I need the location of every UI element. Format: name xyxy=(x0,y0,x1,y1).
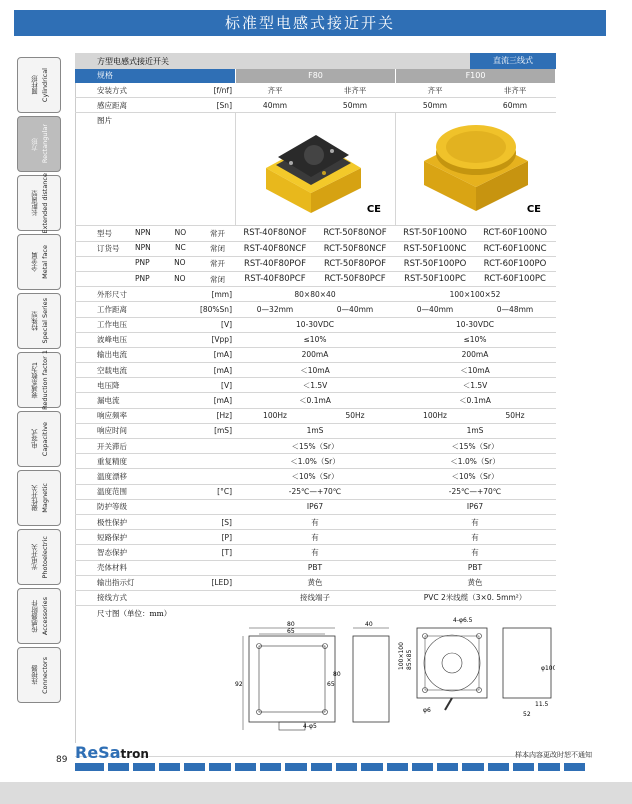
drawing-label: 尺寸图（单位：mm） xyxy=(97,609,172,619)
row-label: 安装方式 xyxy=(97,85,127,95)
spec-row xyxy=(75,469,556,484)
cell: ＜10mA xyxy=(300,365,330,375)
cell: ≤10% xyxy=(303,335,327,345)
cell: 80×80×40 xyxy=(294,289,336,299)
output-type-part: 常闭 xyxy=(209,244,225,254)
spec-row xyxy=(75,393,556,408)
row-unit: [V] xyxy=(221,380,232,390)
dim-11-5: 11.5 xyxy=(535,701,549,709)
model-code: RST-50F100PO xyxy=(403,258,467,269)
row-unit: [T] xyxy=(221,547,232,557)
dim-92: 92 xyxy=(235,681,243,689)
dim-85x85: 85×85 xyxy=(406,649,413,671)
logo-part: tron xyxy=(120,747,149,761)
spec-header-row xyxy=(75,69,556,83)
model-code: RST-50F100NC xyxy=(403,243,467,254)
cell: ＜0.1mA xyxy=(299,396,331,406)
photo-f100 xyxy=(395,113,555,225)
cell: IP67 xyxy=(306,502,324,512)
cell: ＜10%（Sr） xyxy=(291,471,339,481)
dimension-drawing-f100 xyxy=(395,606,555,756)
logo-part: ReSa xyxy=(75,743,121,762)
output-type xyxy=(135,243,235,254)
sidebar-tab-label: 方形 xyxy=(30,137,39,151)
sensing-row xyxy=(75,98,556,113)
sidebar-tab[interactable] xyxy=(17,647,61,703)
output-type-part: 常开 xyxy=(209,228,225,238)
spec-row xyxy=(75,530,556,545)
row-label: 空载电流 xyxy=(97,365,127,375)
model-code: RST-50F100PC xyxy=(404,274,466,285)
model-row xyxy=(75,257,556,272)
cell: 50mm xyxy=(342,100,368,110)
cell: ＜15%（Sr） xyxy=(451,441,499,451)
sidebar-tab-label: 衰减系数为1 xyxy=(30,361,39,399)
row-unit: [Hz] xyxy=(216,411,232,421)
cell: PBT xyxy=(467,563,483,573)
row-label: 输出电流 xyxy=(97,350,127,360)
spec-row xyxy=(75,485,556,500)
bottom-bar xyxy=(0,782,632,804)
cell: 有 xyxy=(471,517,479,527)
cell: 60mm xyxy=(502,100,528,110)
spec-row xyxy=(75,424,556,439)
dim-40: 40 xyxy=(365,621,373,629)
cell: PVC 2米线缆（3×0. 5mm²） xyxy=(423,593,527,603)
model-code: RCT-50F80NOF xyxy=(323,228,387,239)
model-code: RST-40F80POF xyxy=(243,258,306,269)
cell: 1mS xyxy=(466,426,484,436)
sidebar-tab[interactable] xyxy=(17,57,61,113)
sidebar-tab[interactable] xyxy=(17,588,61,644)
cell: ＜15%（Sr） xyxy=(291,441,339,451)
photo-label: 图片 xyxy=(97,116,112,126)
photo-row xyxy=(75,113,556,226)
cell: 接线端子 xyxy=(300,593,330,603)
spec-row xyxy=(75,409,556,424)
output-type-part: NO xyxy=(174,258,186,268)
dim-phi6: φ6 xyxy=(423,707,431,715)
row-label: 智态保护 xyxy=(97,547,127,557)
row-unit: [P] xyxy=(221,532,232,542)
cell: 100Hz xyxy=(423,411,447,421)
cell: 0—48mm xyxy=(496,304,534,314)
cell: 0—40mm xyxy=(416,304,454,314)
output-type-part: 常闭 xyxy=(209,274,225,284)
cell: ＜1.5V xyxy=(302,380,328,390)
notice-text: 样本内容更改时恕不通知 xyxy=(515,751,592,759)
row-label: 电压降 xyxy=(97,380,120,390)
row-unit: [mS] xyxy=(214,426,232,436)
section-header xyxy=(75,53,556,69)
dim-65: 65 xyxy=(287,628,295,636)
model-code: RST-40F80NCF xyxy=(243,243,307,254)
section-title: 方型电感式接近开关 xyxy=(97,56,169,66)
spec-row xyxy=(75,378,556,393)
spec-f100: F100 xyxy=(395,69,555,83)
sidebar-tab-label: 圆柱形 xyxy=(30,75,39,95)
row-label: 漏电流 xyxy=(97,396,120,406)
sidebar-tab-label: 磁性开关 xyxy=(30,485,39,511)
cell: 10-30VDC xyxy=(296,320,334,330)
cell: ＜10%（Sr） xyxy=(451,471,499,481)
spec-f80: F80 xyxy=(235,69,395,83)
row-label: 输出指示灯 xyxy=(97,578,135,588)
row-label: 外形尺寸 xyxy=(97,289,127,299)
spec-row xyxy=(75,561,556,576)
dim-65v: 65 xyxy=(327,681,335,689)
row-label: 壳体材料 xyxy=(97,563,127,573)
output-type-part: NC xyxy=(174,243,186,253)
sidebar-tab-label-en: Cylindrical xyxy=(40,67,49,103)
row-label: 接线方式 xyxy=(97,593,127,603)
model-code: RCT-60F100NO xyxy=(483,228,547,239)
brand-logo xyxy=(75,743,149,762)
sidebar-tab-label: 光电开关 xyxy=(30,544,39,570)
row-unit: [mA] xyxy=(213,350,232,360)
page-title: 标准型电感式接近开关 xyxy=(14,10,606,36)
wiring-type: 直流三线式 xyxy=(470,53,556,69)
sidebar-tab[interactable] xyxy=(17,172,61,234)
row-unit: [°C] xyxy=(217,487,232,497)
dim-phi100: φ100 xyxy=(541,665,555,673)
spec-row xyxy=(75,302,556,317)
cell: 黄色 xyxy=(307,578,323,588)
spec-label: 规格 xyxy=(75,69,235,83)
row-label: 温度范围 xyxy=(97,487,127,497)
cell: ＜1.0%（Sr） xyxy=(450,456,500,466)
dim-hole: 4-φ6.5 xyxy=(453,617,473,625)
cell: 非齐平 xyxy=(503,85,527,95)
sidebar-tab-label-en: Extended distance xyxy=(40,172,49,234)
cell: 黄色 xyxy=(467,578,483,588)
drawing-f100 xyxy=(395,606,555,756)
spec-row xyxy=(75,439,556,454)
cell: 0—32mm xyxy=(256,304,294,314)
output-type-part: NO xyxy=(174,273,186,283)
cell: 齐平 xyxy=(267,85,283,95)
model-section xyxy=(75,226,556,287)
category-sidebar xyxy=(17,57,61,706)
cell: 200mA xyxy=(301,350,329,360)
model-code: RCT-60F100PO xyxy=(483,258,547,269)
row-unit: [mA] xyxy=(213,396,232,406)
row-label: 工作电压 xyxy=(97,320,127,330)
cell: 1mS xyxy=(306,426,324,436)
sidebar-tab[interactable] xyxy=(17,234,61,290)
row-unit: [S] xyxy=(221,517,232,527)
cell: ＜1.5V xyxy=(462,380,488,390)
drawing-f80 xyxy=(235,606,395,756)
cell: 100Hz xyxy=(263,411,287,421)
spec-row xyxy=(75,287,556,302)
cell: 有 xyxy=(311,532,319,542)
model-row xyxy=(75,272,556,287)
row-label: 防护等级 xyxy=(97,502,127,512)
cell: 50Hz xyxy=(345,411,365,421)
row-label: 重复精度 xyxy=(97,456,127,466)
sidebar-tab[interactable] xyxy=(17,470,61,526)
model-code: RCT-50F80POF xyxy=(323,258,387,269)
model-code: RCT-60F100PC xyxy=(484,274,546,285)
cell: 齐平 xyxy=(427,85,443,95)
spec-row xyxy=(75,333,556,348)
sidebar-tab[interactable] xyxy=(17,116,61,172)
row-unit: [LED] xyxy=(211,578,232,588)
spec-row xyxy=(75,318,556,333)
cell: 有 xyxy=(471,532,479,542)
spec-row xyxy=(75,576,556,591)
row-label: 温度漂移 xyxy=(97,471,127,481)
row-unit: [80%Sn] xyxy=(199,304,232,314)
row-label: 开关滞后 xyxy=(97,441,127,451)
spec-row xyxy=(75,348,556,363)
row-label: 极性保护 xyxy=(97,517,127,527)
model-code: RCT-50F80PCF xyxy=(324,274,386,285)
model-code: RST-40F80NOF xyxy=(243,228,307,239)
cell: 10-30VDC xyxy=(456,320,494,330)
sidebar-tab-label-en: Connectors xyxy=(40,656,49,694)
row-unit: [mm] xyxy=(211,289,232,299)
ce-mark: CE xyxy=(526,204,541,216)
spec-row xyxy=(75,500,556,515)
sidebar-tab-label-en: Special Series xyxy=(40,298,49,344)
output-type xyxy=(135,228,235,239)
row-label: 型号 xyxy=(97,228,112,238)
sidebar-tab-label: 长距离型 xyxy=(30,190,39,216)
sidebar-tab-label-en: Photoelectric xyxy=(40,535,49,579)
footer-blocks xyxy=(75,763,585,771)
model-row xyxy=(75,226,556,241)
dim-80: 80 xyxy=(287,621,295,629)
row-unit: [Sn] xyxy=(216,100,232,110)
output-type xyxy=(135,274,235,285)
row-label: 短路保护 xyxy=(97,532,127,542)
output-type xyxy=(135,258,235,269)
spec-row xyxy=(75,591,556,606)
ce-mark: CE xyxy=(366,204,381,216)
cell: 0—40mm xyxy=(336,304,374,314)
sidebar-tab-label: 全金属 xyxy=(30,252,39,272)
dim-100x100: 100×100 xyxy=(398,642,405,671)
spec-row xyxy=(75,515,556,530)
dim-52: 52 xyxy=(523,711,531,719)
sidebar-tab[interactable] xyxy=(17,352,61,408)
output-type-part: NPN xyxy=(135,227,151,237)
photo-f80 xyxy=(235,113,395,225)
cell: 100×100×52 xyxy=(449,289,501,299)
spec-row xyxy=(75,363,556,378)
cell: ＜0.1mA xyxy=(459,396,491,406)
cell: 50mm xyxy=(422,100,448,110)
sidebar-tab-label-en: Metal face xyxy=(40,245,49,279)
sidebar-tab-label-en: Rectangular xyxy=(40,124,49,164)
spec-table xyxy=(75,53,556,757)
row-label: 波峰电压 xyxy=(97,335,127,345)
output-type-part: NPN xyxy=(135,243,151,253)
spec-row xyxy=(75,454,556,469)
model-row xyxy=(75,242,556,257)
sidebar-tab[interactable] xyxy=(17,529,61,585)
cell: ≤10% xyxy=(463,335,487,345)
cell: -25℃—+70℃ xyxy=(448,487,502,497)
sidebar-tab[interactable] xyxy=(17,411,61,467)
model-code: RCT-50F80NCF xyxy=(323,243,387,254)
row-unit: [Vpp] xyxy=(211,335,232,345)
spec-row xyxy=(75,545,556,560)
cell: 有 xyxy=(471,547,479,557)
sidebar-tab-label-en: Accessories xyxy=(40,596,49,636)
row-label: 响应时间 xyxy=(97,426,127,436)
cell: 有 xyxy=(311,547,319,557)
sidebar-tab-label: 连接器 xyxy=(30,665,39,685)
output-type-part: 常开 xyxy=(209,259,225,269)
sidebar-tab-label-en: Reduction factor 1 xyxy=(40,350,49,410)
cell: ＜10mA xyxy=(460,365,490,375)
cell: 非齐平 xyxy=(343,85,367,95)
cell: 200mA xyxy=(461,350,489,360)
sidebar-tab-label: 传感器附件 xyxy=(30,599,39,633)
cell: 50Hz xyxy=(505,411,525,421)
sidebar-tab-label-en: Magnetic xyxy=(40,483,49,513)
cell: ＜1.0%（Sr） xyxy=(290,456,340,466)
row-unit: [mA] xyxy=(213,365,232,375)
model-code: RST-50F100NO xyxy=(403,228,467,239)
output-type-part: PNP xyxy=(135,258,150,268)
model-code: RST-40F80PCF xyxy=(244,274,306,285)
output-type-part: NO xyxy=(174,227,187,237)
row-label: 工作距离 xyxy=(97,304,127,314)
sidebar-tab-label: 特殊型 xyxy=(30,311,39,331)
cell: PBT xyxy=(307,563,323,573)
sidebar-tab-label: 电容式 xyxy=(30,429,39,449)
dim-80v: 80 xyxy=(333,671,341,679)
page-number: 89 xyxy=(56,755,68,765)
dimension-drawing-f80 xyxy=(235,606,395,756)
cell: 40mm xyxy=(262,100,288,110)
drawing-row xyxy=(75,606,556,757)
cell: 有 xyxy=(311,517,319,527)
row-label: 响应频率 xyxy=(97,411,127,421)
mount-row xyxy=(75,83,556,98)
model-code: RCT-60F100NC xyxy=(483,243,547,254)
sidebar-tab[interactable] xyxy=(17,293,61,349)
row-label: 订货号 xyxy=(97,244,120,254)
sidebar-tab-label-en: Capacitive xyxy=(40,421,49,457)
spec-section xyxy=(75,287,556,606)
row-unit: [V] xyxy=(221,320,232,330)
row-unit: [f/nf] xyxy=(213,85,232,95)
dim-hole: 4-φ5 xyxy=(303,723,317,731)
cell: -25℃—+70℃ xyxy=(288,487,342,497)
row-label: 感应距离 xyxy=(97,100,127,110)
output-type-part: PNP xyxy=(135,273,150,283)
cell: IP67 xyxy=(466,502,484,512)
